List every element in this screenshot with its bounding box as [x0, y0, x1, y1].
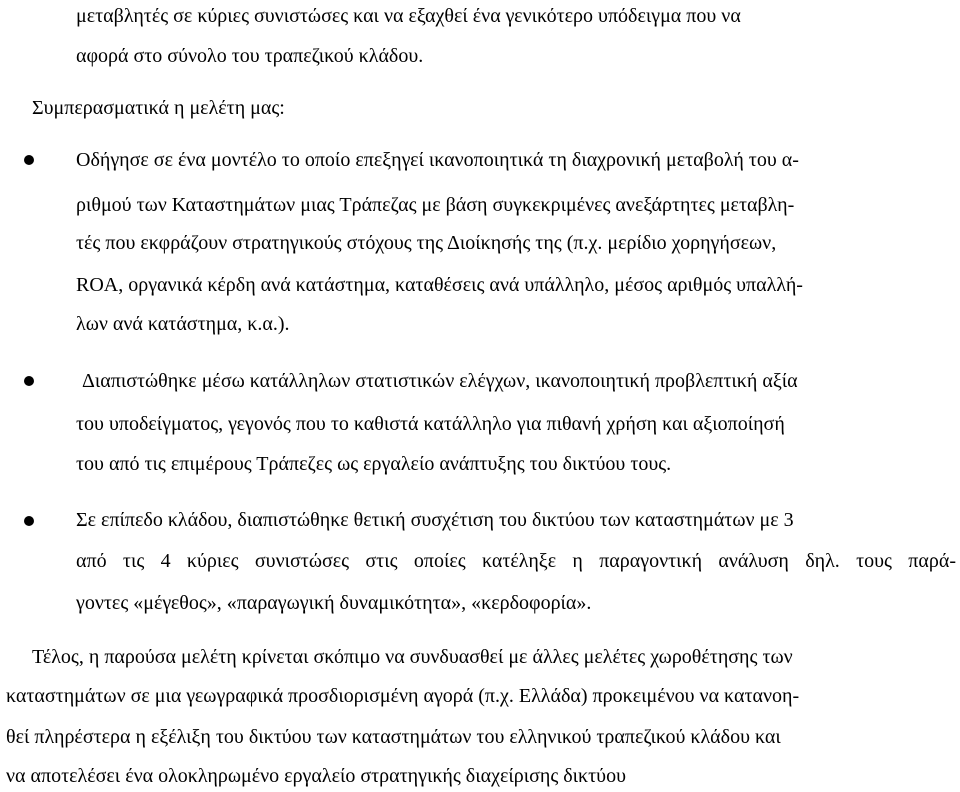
bullet-3-line-2: από τις 4 κύριες συνιστώσες στις οποίες κατέληξε η παραγοντική ανάλυση δηλ. τους παρά- [76, 550, 956, 572]
bullet-icon [24, 516, 34, 526]
closing-line-3: θεί πληρέστερα η εξέλιξη του δικτύου των καταστημάτων του ελληνικού τραπεζικού κλάδου και [6, 726, 781, 748]
bullet-2-line-2: του υποδείγματος, γεγονός που το καθιστά κατάλληλο για πιθανή χρήση και αξιοποίησή [76, 413, 785, 435]
bullet-1-line-2: ριθμού των Καταστημάτων μιας Τράπεζας με βάση συγκεκριμένες ανεξάρτητες μεταβλη- [76, 194, 795, 216]
bullet-3-line-1: Σε επίπεδο κλάδου, διαπιστώθηκε θετική συσχέτιση του δικτύου των καταστημάτων με 3 [76, 509, 794, 531]
intro-line-2: αφορά στο σύνολο του τραπεζικού κλάδου. [76, 45, 424, 67]
bullet-1-line-4: ROA, οργανικά κέρδη ανά κατάστημα, καταθέσεις ανά υπάλληλο, μέσος αριθμός υπαλλή- [76, 274, 803, 296]
bullet-1-line-3: τές που εκφράζουν στρατηγικούς στόχους της Διοίκησής της (π.χ. μερίδιο χορηγήσεων, [76, 232, 777, 254]
bullet-3-line-3: γοντες «μέγεθος», «παραγωγική δυναμικότητα», «κερδοφορία». [76, 592, 592, 614]
bullet-icon [24, 376, 34, 386]
bullet-2-line-1: Διαπιστώθηκε μέσω κατάλληλων στατιστικών ελέγχων, ικανοποιητική προβλεπτική αξία [82, 370, 798, 392]
bullet-1-line-5: λων ανά κατάστημα, κ.α.). [76, 313, 290, 335]
bullet-2-line-3: του από τις επιμέρους Τράπεζες ως εργαλείο ανάπτυξης του δικτύου τους. [76, 453, 672, 475]
intro-line-1: μεταβλητές σε κύριες συνιστώσες και να εξαχθεί ένα γενικότερο υπόδειγμα που να [76, 5, 741, 27]
bullet-icon [24, 155, 34, 165]
closing-line-2: καταστημάτων σε μια γεωγραφικά προσδιορισμένη αγορά (π.χ. Ελλάδα) προκειμένου να κατανοη- [6, 685, 800, 707]
closing-line-4: να αποτελέσει ένα ολοκληρωμένο εργαλείο στρατηγικής διαχείρισης δικτύου [6, 765, 626, 787]
conclusion-heading: Συμπερασματικά η μελέτη μας: [32, 97, 285, 119]
closing-line-1: Τέλος, η παρούσα μελέτη κρίνεται σκόπιμο να συνδυασθεί με άλλες μελέτες χωροθέτησης των [32, 646, 793, 668]
bullet-1-line-1: Οδήγησε σε ένα μοντέλο το οποίο επεξηγεί ικανοποιητικά τη διαχρονική μεταβολή του α- [76, 149, 799, 171]
